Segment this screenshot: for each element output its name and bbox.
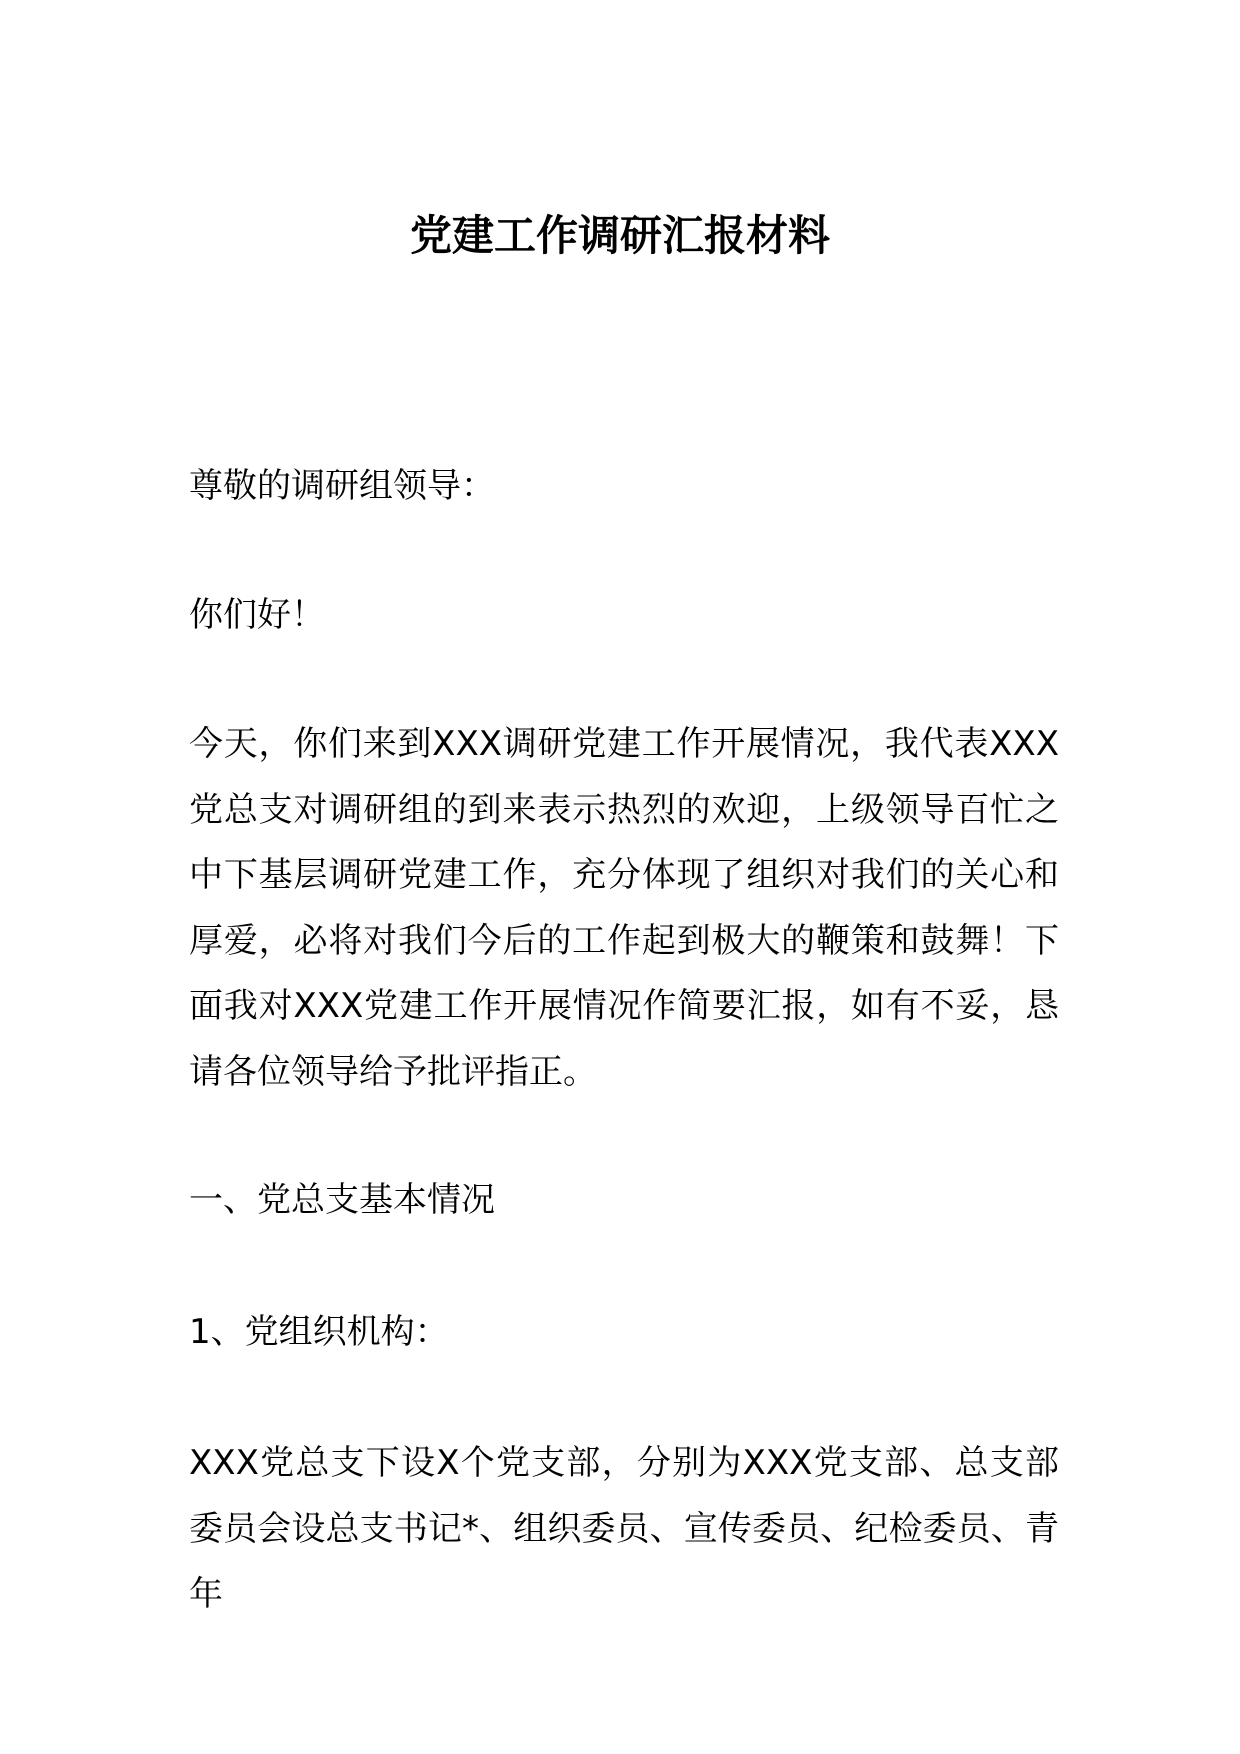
- subsection-heading: 1、党组织机构：: [189, 1312, 449, 1352]
- salutation: 尊敬的调研组领导：: [189, 466, 495, 506]
- document-title: 党建工作调研汇报材料: [409, 211, 830, 260]
- intro-paragraph: 今天，你们来到XXX调研党建工作开展情况，我代表XXX党总支对调研组的到来表示热烈的欢迎，上级领导百忙之中下基层调研党建工作，充分体现了组织对我们的关心和厚爱，必将对我们今后的工作起到极大的鞭策和鼓舞！下面我对XXX党建工作开展情况作简要汇报，如有不妥，恳请各位领导给予批评指正。: [189, 724, 1059, 1092]
- greeting: 你们好！: [189, 595, 325, 635]
- body-paragraph: XXX党总支下设X个党支部，分别为XXX党支部、总支部委员会设总支书记*、组织委员、宣传委员、纪检委员、青年: [189, 1443, 1059, 1614]
- section-heading: 一、党总支基本情况: [189, 1180, 495, 1220]
